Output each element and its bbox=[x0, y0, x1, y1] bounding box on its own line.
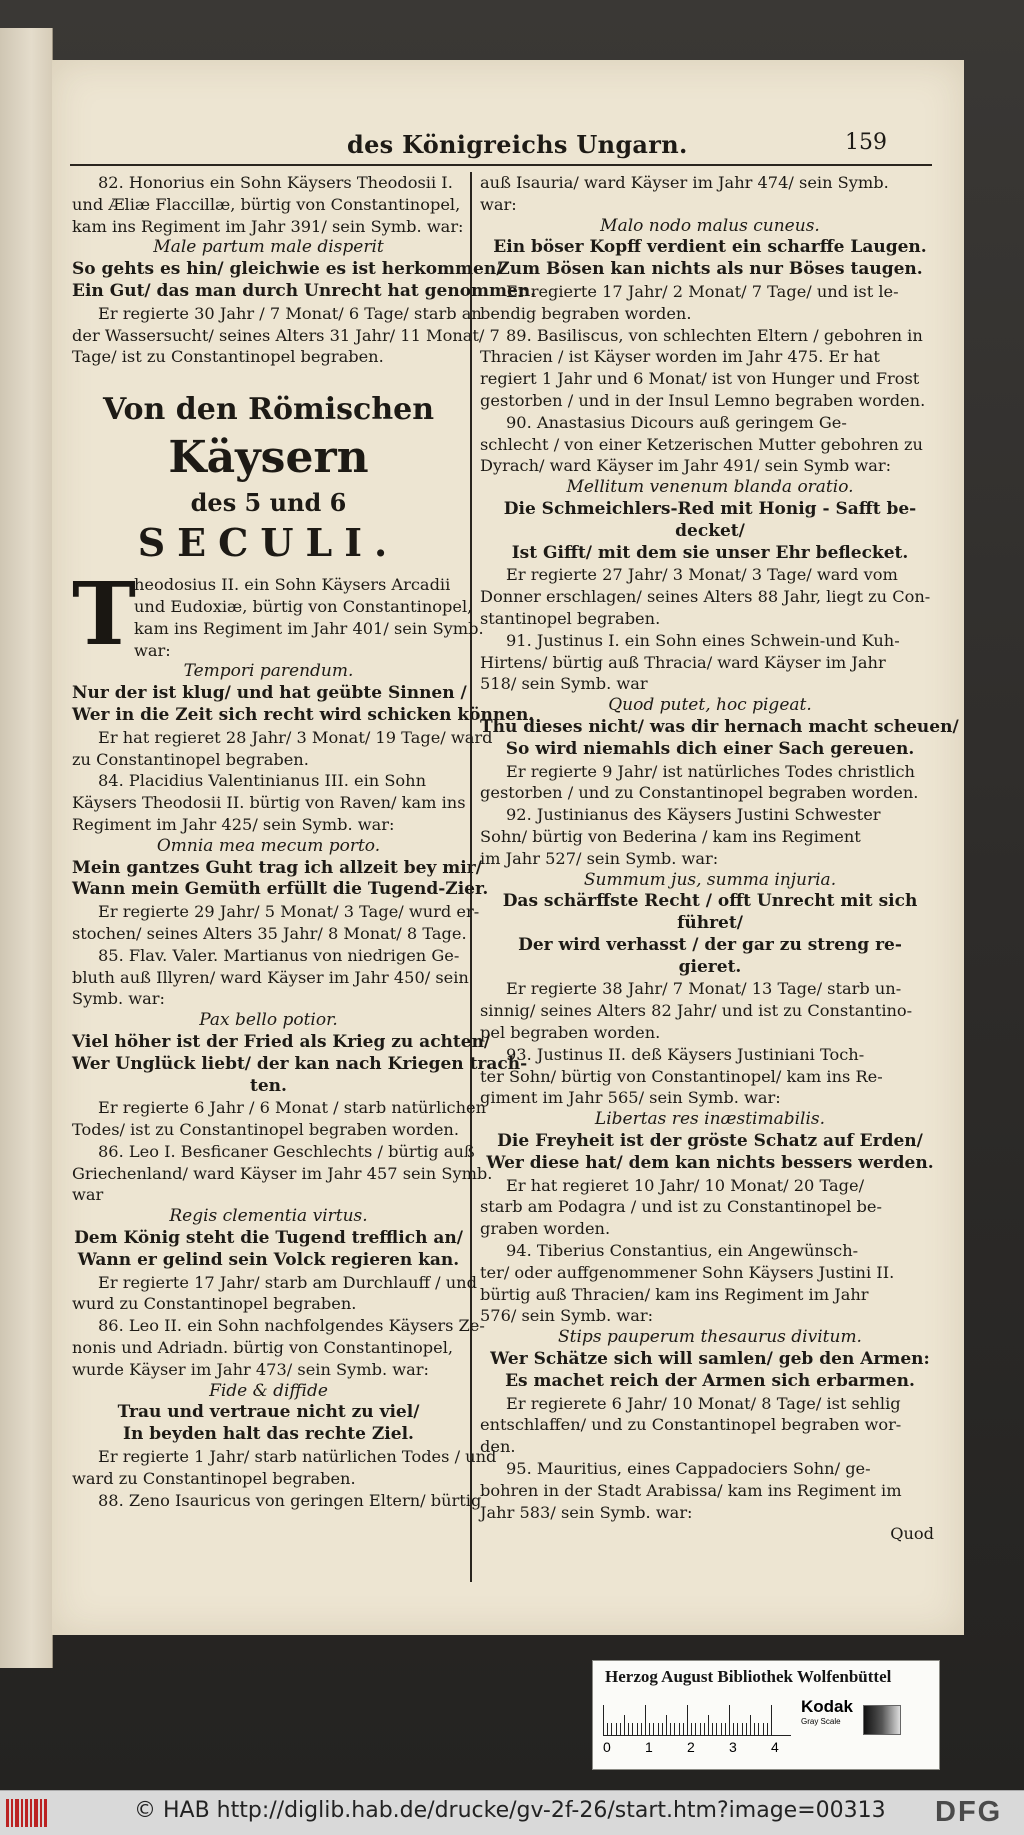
text-line: bohren in der Stadt Arabissa/ kam ins Regiment im bbox=[480, 1480, 902, 1500]
text-line: Mellitum venenum blanda oratio. bbox=[566, 477, 854, 498]
text-line: bendig begraben worden. bbox=[480, 303, 692, 323]
text-line: Die Schmeichlers-Red mit Honig - Safft be- bbox=[503, 498, 917, 519]
heading-line-1: Von den Römischen bbox=[102, 392, 435, 428]
text-line: pel begraben worden. bbox=[480, 1023, 661, 1043]
text-line: entschlaffen/ und zu Constantinopel begraben wor- bbox=[480, 1415, 902, 1435]
left-column-top bbox=[72, 172, 537, 368]
ruler-tick bbox=[763, 1723, 764, 1735]
ruler-tick bbox=[603, 1705, 604, 1735]
text-line: giment im Jahr 565/ sein Symb. war: bbox=[480, 1088, 781, 1108]
text-line: Zum Bösen kan nichts als nur Böses taugen. bbox=[497, 259, 923, 280]
kodak-logo: Kodak bbox=[801, 1697, 853, 1716]
text-line: 94. Tiberius Constantius, ein Angewünsch- bbox=[506, 1241, 859, 1261]
text-line: decket/ bbox=[675, 520, 745, 541]
text-line: Dyrach/ ward Käyser im Jahr 491/ sein Symb war: bbox=[480, 456, 892, 476]
text-line: Er regierte 29 Jahr/ 5 Monat/ 3 Tage/ wurd er- bbox=[98, 902, 480, 922]
ruler-tick bbox=[700, 1723, 701, 1735]
text-line: 88. Zeno Isauricus von geringen Eltern/ bürtig bbox=[98, 1490, 482, 1510]
gray-scale-label: Gray Scale bbox=[801, 1717, 841, 1726]
text-line: Er regierte 1 Jahr/ starb natürlichen Todes / und bbox=[98, 1447, 497, 1467]
text-line: zu Constantinopel begraben. bbox=[72, 749, 309, 769]
text-line: Er regierte 17 Jahr/ 2 Monat/ 7 Tage/ und ist le- bbox=[506, 281, 899, 301]
text-line: Tempori parendum. bbox=[183, 661, 354, 682]
barcode-icon bbox=[6, 1799, 48, 1827]
scale-label: 4 bbox=[771, 1739, 779, 1755]
text-line: Er regierte 17 Jahr/ starb am Durchlauff / und bbox=[98, 1272, 477, 1292]
text-line: Viel höher ist der Fried als Krieg zu achten/ bbox=[72, 1031, 491, 1052]
text-line: Thu dieses nicht/ was dir hernach macht scheuen/ bbox=[480, 716, 959, 737]
text-line: 91. Justinus I. ein Sohn eines Schwein-und Kuh- bbox=[506, 630, 900, 650]
text-line: war: bbox=[480, 194, 517, 214]
ruler-tick bbox=[637, 1723, 638, 1735]
ruler-tick bbox=[729, 1705, 730, 1735]
text-line: wurd zu Constantinopel begraben. bbox=[72, 1294, 357, 1314]
text-line: kam ins Regiment im Jahr 401/ sein Symb. bbox=[134, 618, 484, 638]
text-line: Pax bello potior. bbox=[199, 1010, 338, 1031]
text-line: 92. Justinianus des Käysers Justini Schwester bbox=[506, 805, 881, 825]
book-page bbox=[52, 60, 964, 1635]
text-line: Jahr 583/ sein Symb. war: bbox=[480, 1502, 693, 1522]
text-line: Der wird verhasst / der gar zu streng re- bbox=[518, 934, 902, 955]
ruler-tick bbox=[658, 1723, 659, 1735]
text-line: war bbox=[72, 1185, 104, 1205]
text-line: Ein böser Kopff verdient ein scharffe Laugen. bbox=[493, 237, 927, 258]
text-line: 576/ sein Symb. war: bbox=[480, 1306, 654, 1326]
previous-page-edge bbox=[0, 28, 53, 1668]
ruler-tick bbox=[733, 1723, 734, 1735]
text-line: Sohn/ bürtig von Bederina / kam ins Regiment bbox=[480, 826, 861, 846]
text-line: gestorben / und zu Constantinopel begraben worden. bbox=[480, 783, 919, 803]
text-line: Er regierte 9 Jahr/ ist natürliches Todes christlich bbox=[506, 761, 915, 781]
ruler-tick bbox=[653, 1723, 654, 1735]
text-line: wurde Käyser im Jahr 473/ sein Symb. war: bbox=[72, 1359, 429, 1379]
ruler-tick bbox=[632, 1723, 633, 1735]
ruler-tick bbox=[758, 1723, 759, 1735]
text-line: 95. Mauritius, eines Cappadociers Sohn/ ge- bbox=[506, 1459, 871, 1479]
text-line: stantinopel begraben. bbox=[480, 608, 661, 628]
text-line: Ein Gut/ das man durch Unrecht hat genommen. bbox=[72, 280, 537, 301]
ruler-tick bbox=[704, 1723, 705, 1735]
text-line: ward zu Constantinopel begraben. bbox=[72, 1468, 356, 1488]
scale-labels bbox=[603, 1739, 803, 1759]
ruler-tick bbox=[750, 1715, 751, 1735]
ruler-tick bbox=[607, 1723, 608, 1735]
running-head bbox=[52, 130, 964, 162]
left-column bbox=[72, 172, 537, 1511]
text-line: stochen/ seines Alters 35 Jahr/ 8 Monat/ 8 Tage. bbox=[72, 923, 467, 943]
text-line: starb am Podagra / und ist zu Constantinopel be- bbox=[480, 1197, 882, 1217]
ruler-tick bbox=[649, 1723, 650, 1735]
ruler-tick bbox=[708, 1715, 709, 1735]
text-line: 84. Placidius Valentinianus III. ein Sohn bbox=[98, 771, 427, 791]
header-rule bbox=[70, 164, 932, 166]
text-line: der Wassersucht/ seines Alters 31 Jahr/ 11 Monat/ 7 bbox=[72, 325, 500, 345]
text-line: Hirtens/ bürtig auß Thracia/ ward Käyser im Jahr bbox=[480, 652, 886, 672]
text-line: heodosius II. ein Sohn Käysers Arcadii bbox=[134, 575, 451, 595]
ruler-tick bbox=[628, 1723, 629, 1735]
text-line: Er hat regieret 10 Jahr/ 10 Monat/ 20 Tage/ bbox=[506, 1175, 865, 1195]
text-line: war: bbox=[134, 640, 171, 660]
ruler-tick bbox=[712, 1723, 713, 1735]
section-heading bbox=[72, 390, 465, 566]
ruler-tick bbox=[767, 1723, 768, 1735]
right-column bbox=[480, 172, 959, 1545]
text-line: im Jahr 527/ sein Symb. war: bbox=[480, 848, 719, 868]
text-line: Käysers Theodosii II. bürtig von Raven/ kam ins bbox=[72, 793, 466, 813]
text-line: So gehts es hin/ gleichwie es ist herkommen/ bbox=[72, 259, 503, 280]
ruler-tick bbox=[641, 1723, 642, 1735]
right-column-body bbox=[480, 172, 959, 1545]
library-name: Herzog August Bibliothek Wolfenbüttel bbox=[605, 1667, 892, 1686]
text-line: Ist Gifft/ mit dem sie unser Ehr beflecket. bbox=[511, 542, 909, 563]
text-line: 90. Anastasius Dicours auß geringem Ge- bbox=[506, 412, 847, 432]
ruler-tick bbox=[721, 1723, 722, 1735]
text-line: 518/ sein Symb. war bbox=[480, 674, 648, 694]
drop-cap: T bbox=[72, 564, 136, 666]
page-number: 159 bbox=[845, 130, 887, 155]
text-line: Wann mein Gemüth erfüllt die Tugend-Zier. bbox=[72, 879, 489, 900]
text-line: Thracien / ist Käyser worden im Jahr 475. Er hat bbox=[480, 347, 880, 367]
ruler-tick bbox=[754, 1723, 755, 1735]
ruler-tick bbox=[691, 1723, 692, 1735]
text-line: nonis und Adriadn. bürtig von Constantinopel, bbox=[72, 1338, 454, 1358]
text-line: Wer diese hat/ dem kan nichts bessers werden. bbox=[486, 1152, 934, 1173]
text-line: Symb. war: bbox=[72, 989, 165, 1009]
text-line: ter Sohn/ bürtig von Constantinopel/ kam ins Re- bbox=[480, 1066, 883, 1086]
ruler-tick bbox=[683, 1723, 684, 1735]
footer-bar bbox=[0, 1790, 1024, 1835]
text-line: führet/ bbox=[677, 913, 743, 934]
heading-line-4: SECULI. bbox=[137, 520, 400, 566]
text-line: Regiment im Jahr 425/ sein Symb. war: bbox=[72, 814, 395, 834]
scale-label: 0 bbox=[603, 1739, 611, 1755]
text-line: Er regierte 30 Jahr / 7 Monat/ 6 Tage/ starb an bbox=[98, 303, 482, 323]
text-line: Er regierete 6 Jahr/ 10 Monat/ 8 Tage/ ist sehlig bbox=[506, 1393, 901, 1413]
text-line: Stips pauperum thesaurus divitum. bbox=[558, 1327, 862, 1348]
text-line: Fide & diffide bbox=[209, 1380, 328, 1401]
left-column-body bbox=[72, 661, 535, 1511]
text-line: regiert 1 Jahr und 6 Monat/ ist von Hunger und Frost bbox=[480, 369, 920, 389]
ruler-tick bbox=[695, 1723, 696, 1735]
ruler-tick bbox=[670, 1723, 671, 1735]
text-line: Nur der ist klug/ und hat geübte Sinnen / bbox=[72, 683, 467, 704]
text-line: Malo nodo malus cuneus. bbox=[600, 215, 820, 236]
text-line: Er hat regieret 28 Jahr/ 3 Monat/ 19 Tage/ ward bbox=[98, 727, 493, 747]
ruler-tick bbox=[716, 1723, 717, 1735]
ruler-tick bbox=[624, 1715, 625, 1735]
ruler-tick bbox=[611, 1723, 612, 1735]
text-line: Wer Unglück liebt/ der kan nach Kriegen trach- bbox=[72, 1053, 528, 1074]
text-line: Er regierte 6 Jahr / 6 Monat / starb natürlichen bbox=[98, 1098, 486, 1118]
text-line: Das schärffste Recht / offt Unrecht mit sich bbox=[502, 891, 918, 912]
text-line: ter/ oder auffgenommener Sohn Käysers Justini II. bbox=[480, 1262, 895, 1282]
text-line: Omnia mea mecum porto. bbox=[156, 835, 381, 856]
text-line: Griechenland/ ward Käyser im Jahr 457 sein Symb. bbox=[72, 1163, 493, 1183]
text-line: kam ins Regiment im Jahr 391/ sein Symb. war: bbox=[72, 216, 464, 236]
text-line: und Æliæ Flaccillæ, bürtig von Constantinopel, bbox=[72, 194, 461, 214]
text-line: Wer in die Zeit sich recht wird schicken können. bbox=[72, 704, 535, 725]
text-line: Male partum male disperit bbox=[153, 237, 384, 258]
library-color-card bbox=[592, 1660, 940, 1770]
text-line: auß Isauria/ ward Käyser im Jahr 474/ sein Symb. bbox=[480, 173, 889, 192]
ruler-tick bbox=[674, 1723, 675, 1735]
text-line: den. bbox=[480, 1437, 516, 1457]
dfg-logo: DFG bbox=[935, 1796, 1003, 1828]
text-line: Wann er gelind sein Volck regieren kan. bbox=[77, 1249, 460, 1270]
text-line: Todes/ ist zu Constantinopel begraben worden. bbox=[72, 1120, 459, 1140]
text-line: gestorben / und in der Insul Lemno begraben worden. bbox=[480, 390, 926, 410]
text-line: 86. Leo I. Besficaner Geschlechts / bürtig auß bbox=[98, 1141, 475, 1161]
text-line: Mein gantzes Guht trag ich allzeit bey mir/ bbox=[72, 857, 482, 878]
text-line: Wer Schätze sich will samlen/ geb den Armen: bbox=[490, 1349, 930, 1370]
text-line: Dem König steht die Tugend trefflich an/ bbox=[74, 1228, 463, 1249]
gray-patch bbox=[863, 1705, 901, 1735]
text-line: 86. Leo II. ein Sohn nachfolgendes Käysers Ze- bbox=[98, 1316, 485, 1336]
text-line: Libertas res inæstimabilis. bbox=[594, 1109, 826, 1130]
ruler-tick bbox=[725, 1723, 726, 1735]
scale-label: 1 bbox=[645, 1739, 653, 1755]
scale-label: 2 bbox=[687, 1739, 695, 1755]
text-line: 93. Justinus II. deß Käysers Justiniani Toch- bbox=[506, 1044, 865, 1064]
text-line: 82. Honorius ein Sohn Käysers Theodosii I. bbox=[98, 173, 453, 192]
text-line: So wird niemahls dich einer Sach gereuen. bbox=[505, 738, 915, 759]
text-line: Donner erschlagen/ seines Alters 88 Jahr, liegt zu Con- bbox=[480, 587, 931, 607]
scale-label: 3 bbox=[729, 1739, 737, 1755]
text-line: Quod bbox=[890, 1524, 934, 1544]
text-line: Er regierte 27 Jahr/ 3 Monat/ 3 Tage/ ward vom bbox=[506, 565, 898, 585]
text-line: Die Freyheit ist der gröste Schatz auf Erden/ bbox=[497, 1131, 923, 1152]
ruler-tick bbox=[737, 1723, 738, 1735]
text-line: bürtig auß Thracien/ kam ins Regiment im Jahr bbox=[480, 1284, 869, 1304]
text-line: Er regierte 38 Jahr/ 7 Monat/ 13 Tage/ starb un- bbox=[506, 979, 902, 999]
text-line: und Eudoxiæ, bürtig von Constantinopel, bbox=[134, 596, 473, 616]
text-line: Tage/ ist zu Constantinopel begraben. bbox=[72, 347, 384, 367]
ruler-tick bbox=[746, 1723, 747, 1735]
text-line: 89. Basiliscus, von schlechten Eltern / gebohren in bbox=[506, 325, 923, 345]
ruler-tick bbox=[666, 1715, 667, 1735]
text-line: schlecht / von einer Ketzerischen Mutter gebohren zu bbox=[480, 434, 923, 454]
text-line: gieret. bbox=[678, 956, 742, 977]
ruler-tick bbox=[616, 1723, 617, 1735]
text-line: In beyden halt das rechte Ziel. bbox=[123, 1424, 414, 1445]
text-line: Summum jus, summa injuria. bbox=[583, 869, 837, 890]
ruler-tick bbox=[771, 1705, 772, 1735]
text-line: Regis clementia virtus. bbox=[169, 1206, 368, 1227]
ruler-tick bbox=[662, 1723, 663, 1735]
scale-ruler bbox=[603, 1699, 791, 1736]
text-line: bluth auß Illyren/ ward Käyser im Jahr 450/ sein bbox=[72, 967, 469, 987]
running-title: des Königreichs Ungarn. bbox=[347, 130, 688, 159]
text-line: Trau und vertraue nicht zu viel/ bbox=[117, 1402, 420, 1423]
ruler-tick bbox=[742, 1723, 743, 1735]
text-line: graben worden. bbox=[480, 1219, 611, 1239]
ruler-tick bbox=[679, 1723, 680, 1735]
text-line: Quod putet, hoc pigeat. bbox=[608, 695, 812, 716]
text-line: Es machet reich der Armen sich erbarmen. bbox=[505, 1370, 915, 1391]
heading-line-3: des 5 und 6 bbox=[190, 488, 347, 518]
ruler-tick bbox=[620, 1723, 621, 1735]
heading-line-2: Käysern bbox=[168, 432, 369, 484]
drop-cap-paragraph bbox=[72, 564, 484, 666]
text-line: sinnig/ seines Alters 82 Jahr/ und ist zu Constantino- bbox=[480, 1001, 913, 1021]
text-line: ten. bbox=[250, 1075, 287, 1096]
source-link[interactable]: © HAB http://diglib.hab.de/drucke/gv-2f-26/start.htm?image=00313 bbox=[134, 1798, 886, 1823]
text-line: 85. Flav. Valer. Martianus von niedrigen Ge- bbox=[98, 945, 460, 965]
ruler-tick bbox=[645, 1705, 646, 1735]
ruler-tick bbox=[687, 1705, 688, 1735]
